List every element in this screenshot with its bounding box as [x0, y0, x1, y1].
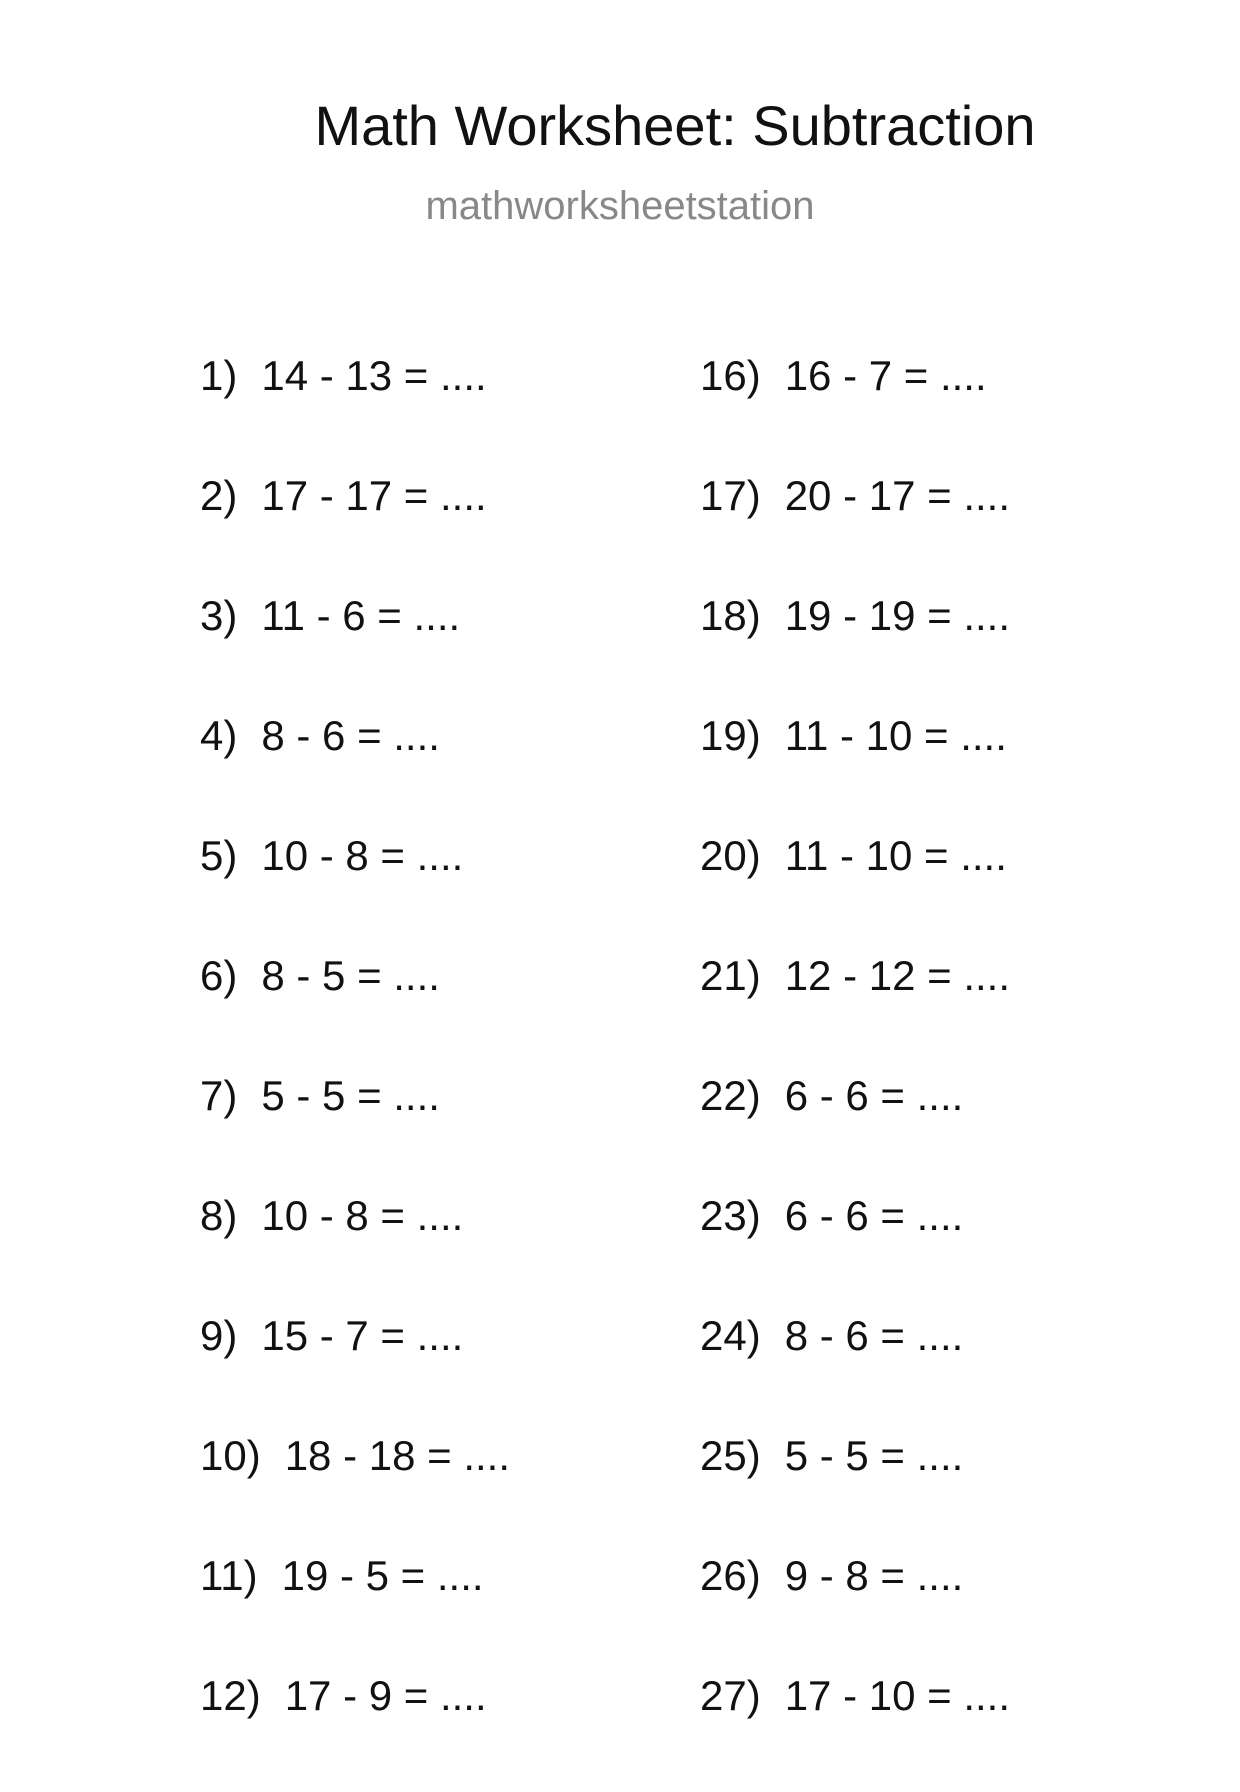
problem-3 [200, 592, 510, 712]
problem-24 [700, 1312, 1010, 1432]
problem-16 [700, 352, 1010, 472]
problem-18 [700, 592, 1010, 712]
problem-expression: 17 - 17 = .... [261, 472, 487, 519]
problem-21 [700, 952, 1010, 1072]
problem-expression: 6 - 6 = .... [784, 1192, 964, 1239]
problem-number: 11) [200, 1552, 258, 1599]
problem-number: 12) [200, 1672, 261, 1719]
problem-27 [700, 1672, 1010, 1792]
problem-8 [200, 1192, 510, 1312]
problem-expression: 15 - 7 = .... [261, 1312, 464, 1359]
problem-7 [200, 1072, 510, 1192]
problem-2 [200, 472, 510, 592]
problem-expression: 20 - 17 = .... [784, 472, 1011, 519]
problem-expression: 14 - 13 = .... [261, 352, 487, 399]
problem-expression: 10 - 8 = .... [261, 1192, 464, 1239]
problem-expression: 18 - 18 = .... [284, 1432, 511, 1479]
problem-expression: 8 - 5 = .... [261, 952, 440, 999]
problem-expression: 11 - 6 = .... [261, 592, 461, 639]
problem-number: 4) [200, 712, 238, 759]
problem-number: 16) [700, 352, 761, 399]
problem-6 [200, 952, 510, 1072]
problem-9 [200, 1312, 510, 1432]
problem-expression: 11 - 10 = .... [784, 712, 1007, 759]
problem-expression: 17 - 9 = .... [284, 1672, 487, 1719]
problem-number: 3) [200, 592, 238, 639]
problem-expression: 9 - 8 = .... [784, 1552, 964, 1599]
problem-17 [700, 472, 1010, 592]
problem-expression: 11 - 10 = .... [784, 832, 1007, 879]
problem-10 [200, 1432, 510, 1552]
problem-number: 6) [200, 952, 238, 999]
problem-number: 20) [700, 832, 761, 879]
problem-expression: 8 - 6 = .... [261, 712, 440, 759]
problem-number: 27) [700, 1672, 761, 1719]
problem-number: 18) [700, 592, 761, 639]
problem-number: 25) [700, 1432, 761, 1479]
problem-22 [700, 1072, 1010, 1192]
problem-number: 2) [200, 472, 238, 519]
problem-expression: 10 - 8 = .... [261, 832, 464, 879]
problem-number: 17) [700, 472, 761, 519]
problem-11 [200, 1552, 510, 1672]
problem-expression: 12 - 12 = .... [784, 952, 1011, 999]
problem-expression: 5 - 5 = .... [261, 1072, 440, 1119]
problem-19 [700, 712, 1010, 832]
problem-expression: 17 - 10 = .... [784, 1672, 1011, 1719]
site-name: mathworksheetstation [425, 184, 815, 228]
problem-1 [200, 352, 510, 472]
problem-number: 10) [200, 1432, 261, 1479]
problem-expression: 5 - 5 = .... [784, 1432, 964, 1479]
problem-4 [200, 712, 510, 832]
problem-number: 23) [700, 1192, 761, 1239]
problem-number: 22) [700, 1072, 761, 1119]
problem-expression: 19 - 5 = .... [281, 1552, 484, 1599]
problem-expression: 6 - 6 = .... [784, 1072, 964, 1119]
problem-expression: 8 - 6 = .... [784, 1312, 964, 1359]
problem-number: 5) [200, 832, 238, 879]
problem-number: 24) [700, 1312, 761, 1359]
problem-12 [200, 1672, 510, 1792]
left-problem-column [200, 352, 510, 1792]
problem-expression: 19 - 19 = .... [784, 592, 1011, 639]
problem-number: 19) [700, 712, 761, 759]
problem-20 [700, 832, 1010, 952]
problem-number: 8) [200, 1192, 238, 1239]
problem-25 [700, 1432, 1010, 1552]
problem-5 [200, 832, 510, 952]
problem-number: 1) [200, 352, 238, 399]
right-problem-column [700, 352, 1010, 1792]
problem-expression: 16 - 7 = .... [784, 352, 987, 399]
problem-number: 9) [200, 1312, 238, 1359]
problem-number: 7) [200, 1072, 238, 1119]
page-title: Math Worksheet: Subtraction [314, 94, 1036, 157]
problem-23 [700, 1192, 1010, 1312]
problem-26 [700, 1552, 1010, 1672]
problem-number: 26) [700, 1552, 761, 1599]
problem-number: 21) [700, 952, 761, 999]
